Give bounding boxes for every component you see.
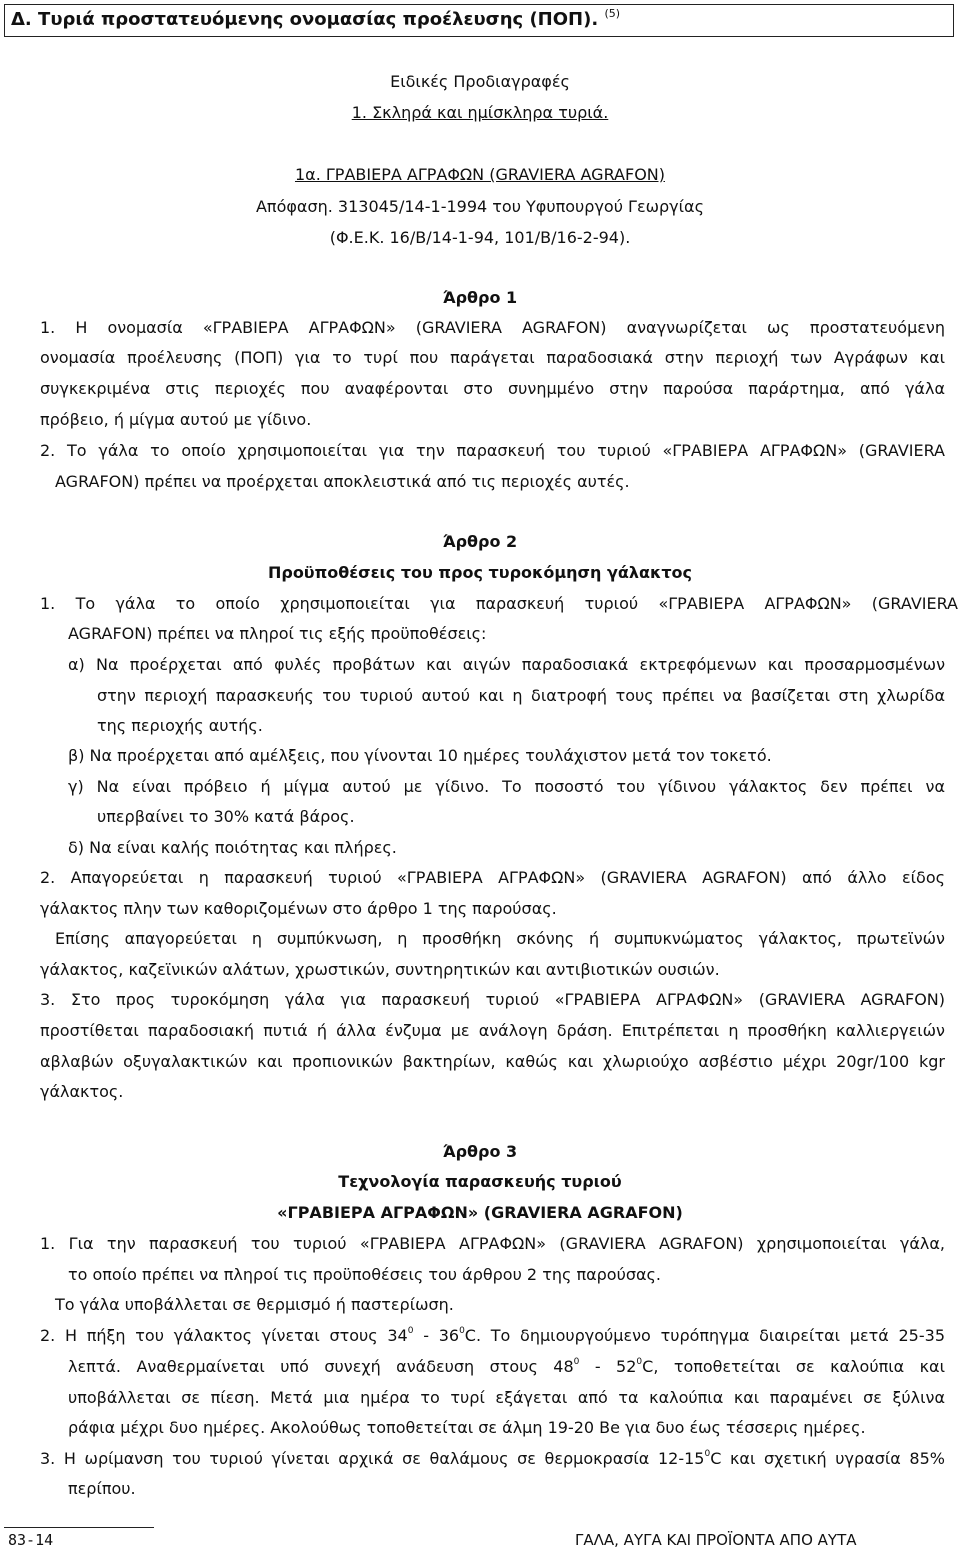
article3-p2-line: λεπτά. Αναθερμαίνεται υπό συνεχή ανάδευση στους $48^0 - 52^0C$, τοποθετείται σε καλούπια και — [68, 1357, 946, 1376]
condition-a-line: στην περιοχή παρασκευής του τυριού αυτού και η διατροφή τους πρέπει να βασίζεται στη χλωρίδα — [97, 686, 945, 705]
article3-p2-line: 2. Η πήξη του γάλακτος γίνεται στους $34^0 - 36^0C$. Το δημιουργούμενο τυρόπηγμα διαιρείται μετά 25-35 — [40, 1326, 945, 1345]
section-title: Δ. Τυριά προστατευόμενης ονομασίας προέλευσης (ΠΟΠ). — [11, 9, 599, 30]
article2-p1-line: AGRAFON) πρέπει να πληροί τις εξής προϋποθέσεις: — [68, 624, 487, 643]
article1-p1-line: συγκεκριμένα στις περιοχές που αναφέρονται στο συνημμένο στην παρούσα παράρτημα, από γάλα — [40, 379, 945, 398]
article2-p2b-line: Επίσης απαγορεύεται η συμπύκνωση, η προσθήκη σκόνης ή συμπυκνώματος γάλακτος, πρωτεϊνών — [55, 929, 945, 948]
article3-title: Άρθρο 3 — [442, 1142, 518, 1161]
article3-p3-line: περίπου. — [68, 1479, 136, 1498]
article3-subtitle: Τεχνολογία παρασκευής τυριού — [338, 1172, 622, 1191]
article1-p2-line: 2. Το γάλα το οποίο χρησιμοποιείται για την παρασκευή του τυριού «ΓΡΑΒΙΕΡΑ ΑΓΡΑΦΩΝ» (GRAVIERA — [40, 441, 945, 460]
condition-c-line: υπερβαίνει το 30% κατά βάρος. — [97, 807, 355, 826]
article2-p1-line: 1. Το γάλα το οποίο χρησιμοποιείται για παρασκευή τυριού «ΓΡΑΒΙΕΡΑ ΑΓΡΑΦΩΝ» (GRAVIERA — [40, 594, 958, 613]
decision-line: Απόφαση. 313045/14-1-1994 του Υφυπουργού Γεωργίας — [255, 197, 704, 216]
condition-c-line: γ) Να είναι πρόβειο ή μίγμα αυτού με γίδινο. Το ποσοστό του γίδινου γάλακτος δεν πρέπει να — [68, 777, 945, 796]
article3-p1-line: το οποίο πρέπει να πληροί τις προϋποθέσεις του άρθρου 2 της παρούσας. — [68, 1265, 661, 1284]
article3-p2-line: ράφια μέχρι δυο ημέρες. Ακολούθως τοποθετείται σε άλμη 19-20 Be για δυο έως τέσσερις ημέρες. — [68, 1418, 866, 1437]
article2-p2b-line: γάλακτος, καζεϊνικών αλάτων, χρωστικών, συντηρητικών και αντιβιοτικών ουσιών. — [40, 960, 720, 979]
page-number: 83-14 — [8, 1531, 54, 1549]
article2-p3-line: 3. Στο προς τυροκόμηση γάλα για παρασκευή τυριού «ΓΡΑΒΙΕΡΑ ΑΓΡΑΦΩΝ» (GRAVIERA AGRAFON) — [40, 990, 945, 1009]
article3-p1b: Το γάλα υποβάλλεται σε θερμισμό ή παστερίωση. — [55, 1295, 454, 1314]
section-heading: 1. Σκληρά και ημίσκληρα τυριά. — [351, 103, 609, 122]
section-header — [4, 4, 954, 37]
article1-p1-line: 1. Η ονομασία «ΓΡΑΒΙΕΡΑ ΑΓΡΑΦΩΝ» (GRAVIERA AGRAFON) αναγνωρίζεται ως προστατευόμενη — [40, 318, 945, 337]
article2-title: Άρθρο 2 — [442, 532, 518, 551]
condition-a-line: α) Να προέρχεται από φυλές προβάτων και αιγών παραδοσιακά εκτρεφόμενων και προσαρμοσμένων — [68, 655, 945, 674]
article2-subtitle: Προϋποθέσεις του προς τυροκόμηση γάλακτος — [267, 563, 693, 582]
article1-p1-line: ονομασία προέλευσης (ΠΟΠ) για το τυρί που παράγεται παραδοσιακά στην περιοχή των Αγράφων και — [40, 348, 945, 367]
article1-title: Άρθρο 1 — [442, 288, 518, 307]
article2-p2-line: 2. Απαγορεύεται η παρασκευή τυριού «ΓΡΑΒΙΕΡΑ ΑΓΡΑΦΩΝ» (GRAVIERA AGRAFON) από άλλο είδος — [40, 868, 945, 887]
footer-section-title: ΓΑΛΑ, ΑΥΓΑ ΚΑΙ ΠΡΟΪΟΝΤΑ ΑΠΟ ΑΥΤΑ — [575, 1531, 857, 1549]
article1-p1-line: πρόβειο, ή μίγμα αυτού με γίδινο. — [40, 410, 312, 429]
article1-p2-line: AGRAFON) πρέπει να προέρχεται αποκλειστικά από τις περιοχές αυτές. — [55, 472, 630, 491]
article3-subtitle-product: «ΓΡΑΒΙΕΡΑ ΑΓΡΑΦΩΝ» (GRAVIERA AGRAFON) — [277, 1203, 683, 1222]
article3-p1-line: 1. Για την παρασκευή του τυριού «ΓΡΑΒΙΕΡΑ ΑΓΡΑΦΩΝ» (GRAVIERA AGRAFON) χρησιμοποιείται γάλα, — [40, 1234, 945, 1253]
condition-b: β) Να προέρχεται από αμέλξεις, που γίνονται 10 ημέρες τουλάχιστον μετά τον τοκετό. — [68, 746, 772, 765]
footnote-marker: (5) — [604, 7, 621, 20]
condition-d: δ) Να είναι καλής ποιότητας και πλήρες. — [68, 838, 397, 857]
footer-divider — [4, 1527, 154, 1528]
specs-title: Ειδικές Προδιαγραφές — [390, 72, 570, 91]
article2-p2-line: γάλακτος πλην των καθοριζομένων στο άρθρο 1 της παρούσας. — [40, 899, 557, 918]
gazette-line: (Φ.Ε.Κ. 16/Β/14-1-94, 101/Β/16-2-94). — [329, 228, 631, 247]
article2-p3-line: αβλαβών οξυγαλακτικών και προπιονικών βακτηρίων, καθώς και χλωριούχο ασβέστιο μέχρι 20gr/100 kgr — [40, 1052, 945, 1071]
condition-a-line: της περιοχής αυτής. — [97, 716, 263, 735]
article3-p2-line: υποβάλλεται σε πίεση. Μετά μια ημέρα το τυρί εξάγεται από τα καλούπια και παραμένει σε ξύλινα — [68, 1388, 945, 1407]
article2-p3-line: γάλακτος. — [40, 1082, 124, 1101]
article3-p3-line: 3. Η ωρίμανση του τυριού γίνεται αρχικά σε θαλάμους σε θερμοκρασία $12-15^0C$ και σχετική υγρασία 85% — [40, 1449, 945, 1468]
product-name: 1α. ΓΡΑΒΙΕΡΑ ΑΓΡΑΦΩΝ (GRAVIERA AGRAFON) — [294, 165, 665, 184]
article2-p3-line: προστίθεται παραδοσιακή πυτιά ή άλλα ένζυμα με ανάλογη δράση. Επιτρέπεται η προσθήκη καλλιεργειών — [40, 1021, 945, 1040]
